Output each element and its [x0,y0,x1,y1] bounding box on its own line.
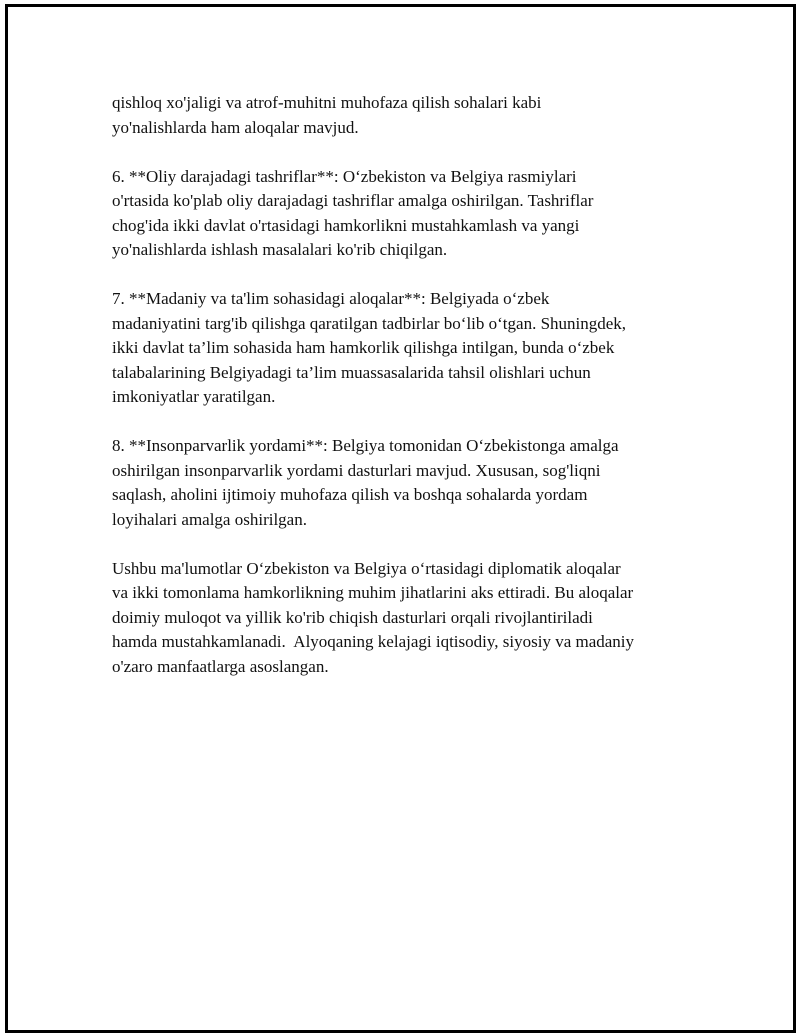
text-line: yo'nalishlarda ishlash masalalari ko'rib chiqilgan. [112,240,448,259]
text-line: Ushbu ma'lumotlar O‘zbekiston va Belgiya o‘rtasidagi diplomatik aloqalar [112,558,621,578]
text-line: 8. **Insonparvarlik yordami**: Belgiya tomonidan O‘zbekistonga amalga [112,436,619,455]
text-line: madaniyatini targ'ib qilishga qaratilgan tadbirlar bo‘lib o‘tgan. Shuningdek, [112,313,627,333]
text-line: oshirilgan insonparvarlik yordami dasturlari mavjud. Xususan, sog'liqni [112,460,601,480]
text-line: doimiy muloqot va yillik ko'rib chiqish dasturlari orqali rivojlantiriladi [112,607,593,627]
text-line: 6. **Oliy darajadagi tashriflar**: O‘zbekiston va Belgiya rasmiylari [112,166,577,186]
text-line: loyihalari amalga oshirilgan. [112,509,307,529]
paragraph-humanitarian-aid [112,434,692,532]
text-line: o'zaro manfaatlarga asoslangan. [112,656,329,676]
text-line: o'rtasida ko'plab oliy darajadagi tashriflar amalga oshirilgan. Tashriflar [112,191,594,210]
text-line: ikki davlat ta’lim sohasida ham hamkorlik qilishga intilgan, bunda o‘zbek [112,338,615,357]
paragraph-cultural-education [112,287,692,410]
text-line: hamda mustahkamlanadi. Alyoqaning kelajagi iqtisodiy, siyosiy va madaniy [112,632,635,651]
text-line: chog'ida ikki davlat o'rtasidagi hamkorlikni mustahkamlash va yangi [112,215,580,235]
text-line: talabalarining Belgiyadagi ta’lim muassasalarida tahsil olishlari uchun [112,362,591,382]
document-body [112,91,692,704]
text-line: imkoniyatlar yaratilgan. [112,387,276,406]
paragraph-continuation [112,91,692,140]
text-line: yo'nalishlarda ham aloqalar mavjud. [112,117,359,137]
text-line: qishloq xo'jaligi va atrof-muhitni muhofaza qilish sohalari kabi [112,93,542,112]
paragraph-high-level-visits [112,165,692,263]
text-line: 7. **Madaniy va ta'lim sohasidagi aloqalar**: Belgiyada o‘zbek [112,289,550,308]
text-line: saqlash, aholini ijtimoiy muhofaza qilish va boshqa sohalarda yordam [112,485,588,504]
paragraph-conclusion [112,557,692,680]
text-line: va ikki tomonlama hamkorlikning muhim jihatlarini aks ettiradi. Bu aloqalar [112,583,634,602]
